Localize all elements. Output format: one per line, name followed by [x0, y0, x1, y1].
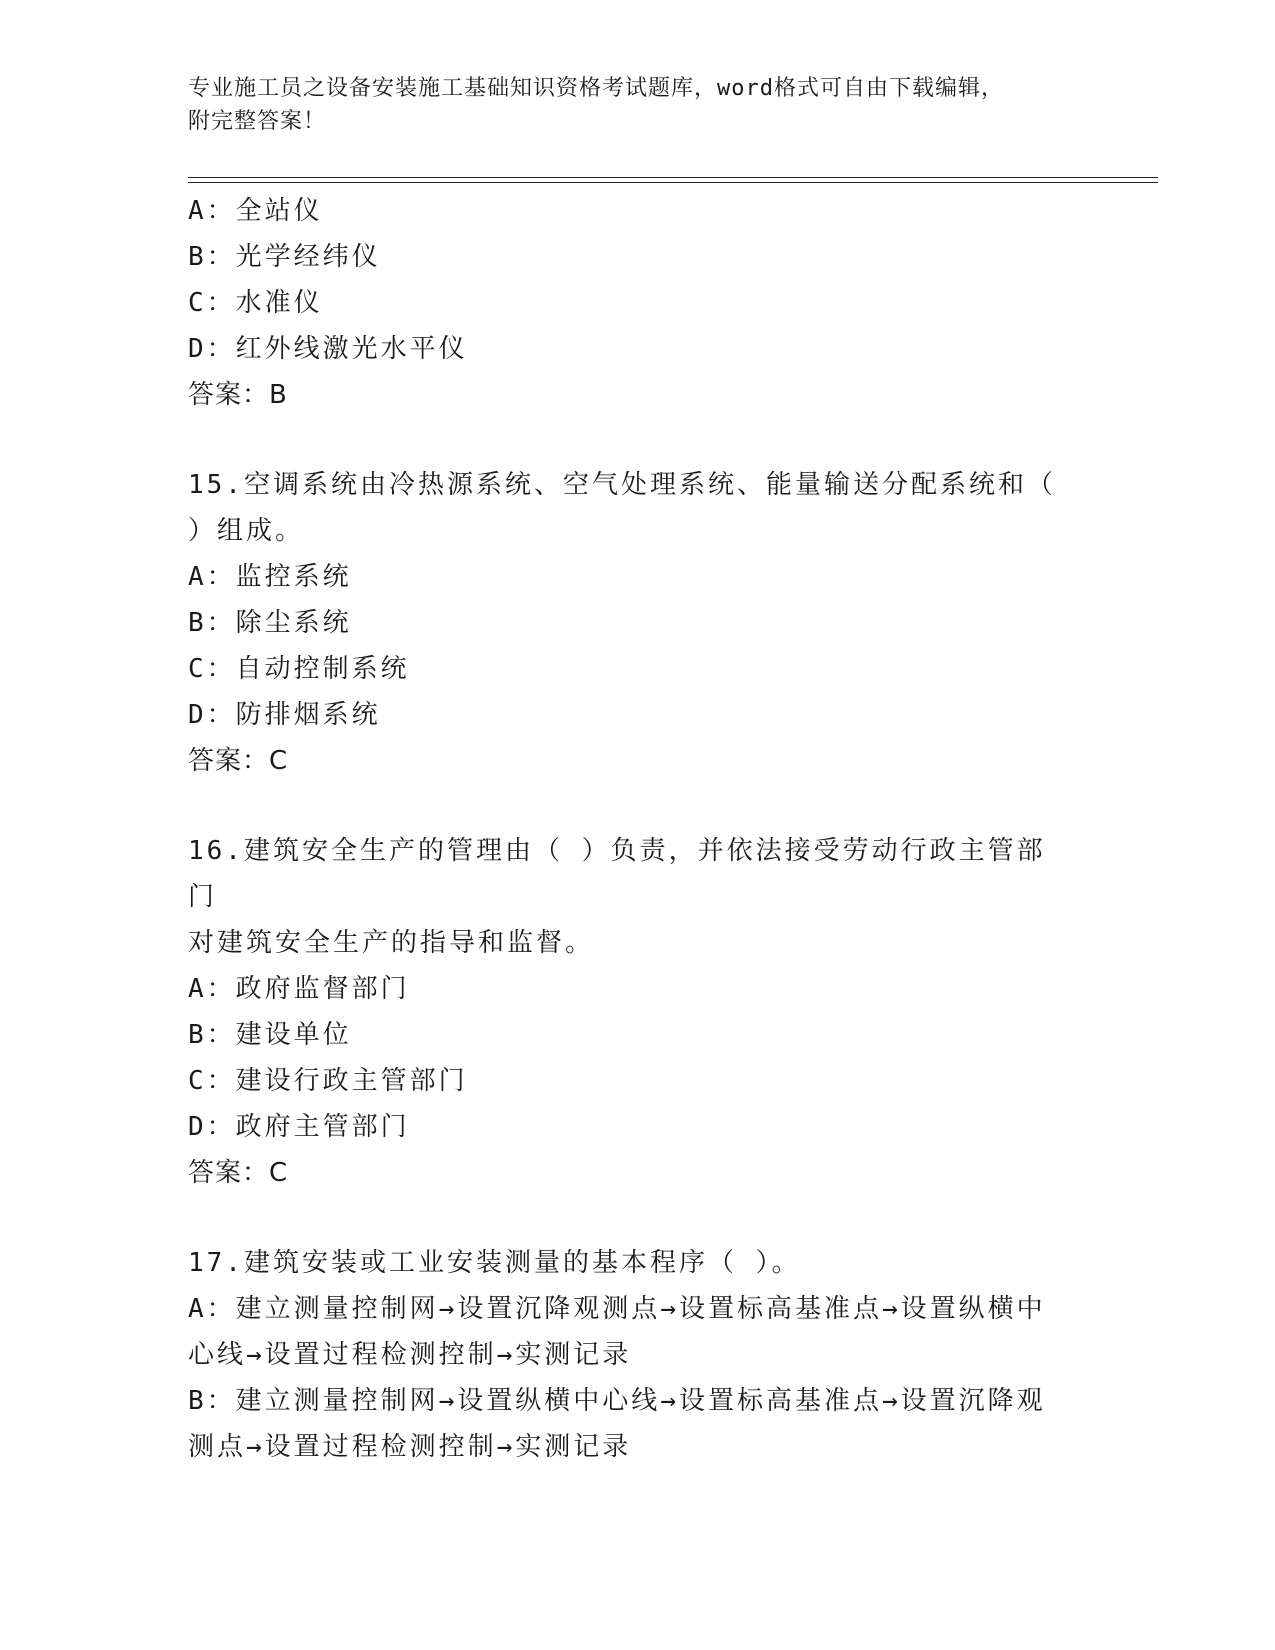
question-text-line-2: ）组成。: [188, 516, 305, 546]
header-divider-bottom: [188, 182, 1158, 183]
option-a-line-1: A：建立测量控制网→设置沉降观测点→设置标高基准点→设置纵横中: [188, 1294, 1046, 1324]
option-d: D：红外线激光水平仪: [188, 334, 468, 364]
header-divider-top: [188, 177, 1158, 178]
spacer: [188, 784, 1068, 828]
question-16: [188, 828, 1068, 1196]
option-b-line-1: B：建立测量控制网→设置纵横中心线→设置标高基准点→设置沉降观: [188, 1386, 1046, 1416]
question-15: [188, 462, 1068, 784]
option-c: C：自动控制系统: [188, 654, 410, 684]
answer-line: 答案：C: [188, 1158, 289, 1188]
spacer: [188, 418, 1068, 462]
header-title-line-2: 附完整答案！: [188, 109, 327, 134]
option-d: D：政府主管部门: [188, 1112, 410, 1142]
option-c: C：建设行政主管部门: [188, 1066, 468, 1096]
answer-line: 答案：C: [188, 746, 289, 776]
option-d: D：防排烟系统: [188, 700, 381, 730]
spacer: [188, 1196, 1068, 1240]
option-a: A：全站仪: [188, 196, 323, 226]
question-text-line-2: 对建筑安全生产的指导和监督。: [188, 928, 595, 958]
option-c: C：水准仪: [188, 288, 323, 318]
option-a: A：监控系统: [188, 562, 352, 592]
question-text-line-1: 17.建筑安装或工业安装测量的基本程序（ ）。: [188, 1248, 801, 1278]
question-text-line-1: 15.空调系统由冷热源系统、空气处理系统、能量输送分配系统和（: [188, 470, 1056, 500]
question-content: [188, 188, 1068, 1470]
question-14: [188, 188, 1068, 418]
question-17: [188, 1240, 1068, 1470]
document-header: [188, 72, 1068, 138]
answer-line: 答案：B: [188, 380, 288, 410]
option-b: B：光学经纬仪: [188, 242, 381, 272]
option-a-line-2: 心线→设置过程检测控制→实测记录: [188, 1340, 632, 1370]
option-a: A：政府监督部门: [188, 974, 410, 1004]
option-b-line-2: 测点→设置过程检测控制→实测记录: [188, 1432, 632, 1462]
header-title-line-1: 专业施工员之设备安装施工基础知识资格考试题库，word格式可自由下载编辑，: [188, 76, 1004, 101]
question-text-line-1: 16.建筑安全生产的管理由（ ）负责，并依法接受劳动行政主管部门: [188, 836, 1046, 912]
option-b: B：建设单位: [188, 1020, 352, 1050]
option-b: B：除尘系统: [188, 608, 352, 638]
